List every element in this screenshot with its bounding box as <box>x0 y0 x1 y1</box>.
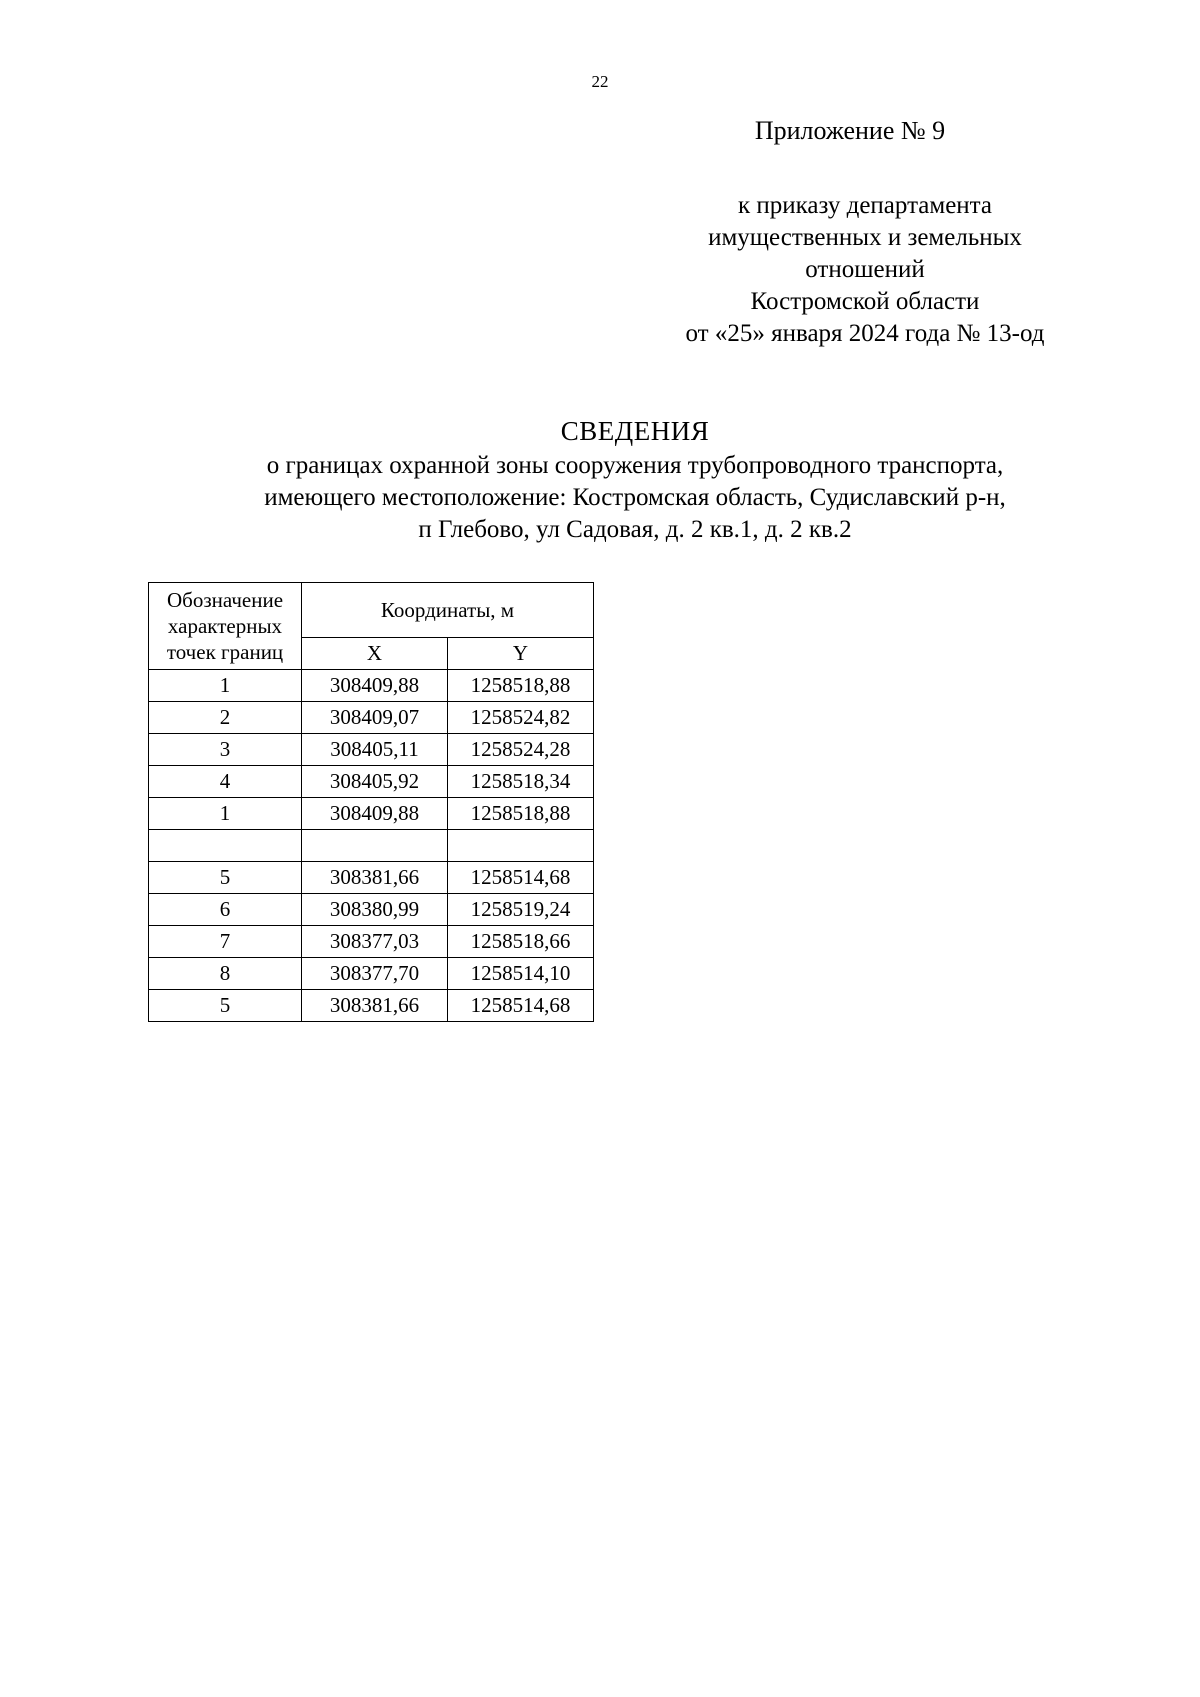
y-cell: 1258518,34 <box>448 766 594 798</box>
x-cell: 308381,66 <box>302 862 448 894</box>
x-cell: 308380,99 <box>302 894 448 926</box>
order-line: от «25» января 2024 года № 13-од <box>685 320 1045 347</box>
x-cell: 308409,88 <box>302 798 448 830</box>
x-cell: 308409,88 <box>302 670 448 702</box>
y-cell: 1258518,66 <box>448 926 594 958</box>
table-row-empty <box>149 830 594 862</box>
y-cell: 1258514,10 <box>448 958 594 990</box>
y-cell: 1258518,88 <box>448 798 594 830</box>
y-cell <box>448 830 594 862</box>
coordinates-table <box>148 582 594 1022</box>
point-cell: 2 <box>149 702 302 734</box>
table-row <box>149 926 594 958</box>
point-cell: 5 <box>149 990 302 1022</box>
y-header: Y <box>448 638 594 670</box>
point-cell: 7 <box>149 926 302 958</box>
point-cell: 3 <box>149 734 302 766</box>
x-cell: 308409,07 <box>302 702 448 734</box>
table-row <box>149 862 594 894</box>
table-header-row <box>149 583 594 638</box>
x-cell: 308377,70 <box>302 958 448 990</box>
y-cell: 1258518,88 <box>448 670 594 702</box>
y-cell: 1258524,82 <box>448 702 594 734</box>
point-cell: 5 <box>149 862 302 894</box>
point-cell: 1 <box>149 798 302 830</box>
coordinates-header: Координаты, м <box>302 583 594 638</box>
table-row <box>149 702 594 734</box>
subtitle-line: п Глебово, ул Садовая, д. 2 кв.1, д. 2 кв.2 <box>418 516 852 543</box>
x-cell: 308405,92 <box>302 766 448 798</box>
point-cell: 4 <box>149 766 302 798</box>
point-cell: 1 <box>149 670 302 702</box>
y-cell: 1258519,24 <box>448 894 594 926</box>
x-cell: 308377,03 <box>302 926 448 958</box>
order-line: имущественных и земельных <box>708 224 1022 251</box>
order-line: Костромской области <box>750 288 980 315</box>
table-row <box>149 990 594 1022</box>
order-reference <box>640 190 1090 350</box>
table-row <box>149 958 594 990</box>
subtitle-line: о границах охранной зоны сооружения трубопроводного транспорта, <box>266 452 1004 479</box>
table-row <box>149 894 594 926</box>
x-cell <box>302 830 448 862</box>
y-cell: 1258514,68 <box>448 990 594 1022</box>
point-cell: 8 <box>149 958 302 990</box>
y-cell: 1258524,28 <box>448 734 594 766</box>
point-cell <box>149 830 302 862</box>
x-cell: 308381,66 <box>302 990 448 1022</box>
y-cell: 1258514,68 <box>448 862 594 894</box>
order-line: к приказу департамента <box>737 192 993 219</box>
point-cell: 6 <box>149 894 302 926</box>
appendix-title: Приложение № 9 <box>754 116 946 145</box>
table-row <box>149 734 594 766</box>
table-row <box>149 766 594 798</box>
document-heading: СВЕДЕНИЯ <box>560 416 710 446</box>
page-number: 22 <box>591 72 609 91</box>
point-designation-header: Обозначение характерных точек границ <box>149 583 302 670</box>
x-cell: 308405,11 <box>302 734 448 766</box>
subtitle-line: имеющего местоположение: Костромская область, Судиславский р-н, <box>264 484 1006 511</box>
table-row <box>149 670 594 702</box>
document-subtitle <box>140 450 1130 546</box>
table-row <box>149 798 594 830</box>
order-line: отношений <box>805 256 925 283</box>
x-header: X <box>302 638 448 670</box>
